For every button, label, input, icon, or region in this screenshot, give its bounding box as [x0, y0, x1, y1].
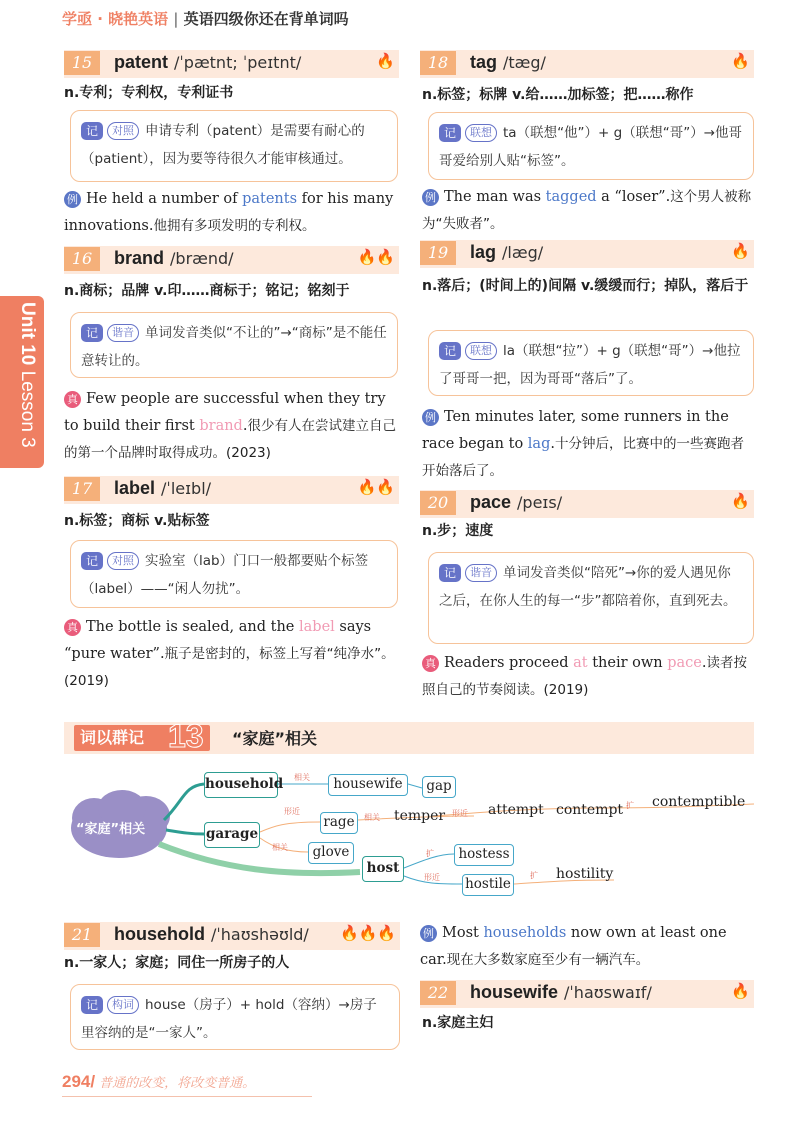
node-contemptible: contemptible [652, 794, 746, 810]
header-title: 英语四级你还在背单词吗 [183, 10, 349, 28]
memo-icon: 记 [439, 124, 461, 142]
node-hostess: hostess [454, 844, 514, 866]
memo-tag: 谐音 [107, 324, 139, 342]
node-rage: rage [320, 812, 358, 834]
memory-tip-box [428, 112, 754, 180]
memo-text: 单词发音类似“陪死”→你的爱人遇见你之后，在你人生的每一“步”都陪着你，直到死去。 [439, 565, 737, 609]
headword: tag [470, 52, 497, 72]
section-banner [64, 718, 754, 754]
example-highlight: brand [199, 418, 243, 434]
example-text: . [242, 418, 248, 434]
memory-tip-box [70, 312, 398, 378]
exam-year: (2019) [64, 673, 109, 689]
phonetic: /ˈleɪbl/ [161, 479, 212, 498]
example-highlight: patents [242, 191, 298, 207]
memo-tag: 对照 [107, 122, 139, 140]
header-divider: | [173, 10, 179, 28]
memo-text: ta（联想“他”）+ g（联想“哥”）→他哥哥爱给别人贴“标签”。 [439, 125, 743, 169]
memory-tip-box [70, 110, 398, 182]
relation-related: 相关 [272, 843, 288, 852]
example-highlight: label [299, 619, 335, 635]
example-highlight: lag [527, 436, 551, 452]
running-header [62, 8, 349, 34]
example-sentence [64, 186, 400, 240]
example-text: now own at least one car. [420, 925, 727, 968]
part-of-speech [64, 952, 289, 972]
word-entry-household [64, 922, 400, 950]
word-entry-housewife [420, 980, 754, 1008]
part-of-speech: n.家庭主妇 [422, 1015, 494, 1031]
node-gap: gap [422, 776, 456, 798]
example-translation: 这个男人被称为“失败者”。 [422, 189, 752, 232]
example-text: Most [442, 925, 484, 941]
memo-text: 单词发音类似“不让的”→“商标”是不能任意转让的。 [81, 325, 387, 369]
part-of-speech: n.专利；专利权，专利证书 [64, 85, 234, 101]
memo-icon: 记 [439, 564, 461, 582]
node-housewife: housewife [328, 774, 408, 796]
memo-icon: 记 [81, 122, 103, 140]
part-of-speech: n.商标；品牌 v.印……商标于；铭记；铭刻于 [64, 283, 350, 299]
example-text: a “loser”. [596, 189, 671, 205]
phonetic: /ˈhaʊswaɪf/ [564, 983, 652, 1002]
page-footer [62, 1072, 255, 1092]
example-text: He held a number of [86, 191, 243, 207]
example-text: . [550, 436, 555, 452]
exam-mark-icon: 真 [64, 391, 81, 408]
example-mark-icon: 例 [422, 409, 439, 426]
example-highlight: pace [667, 655, 702, 671]
example-sentence [422, 404, 756, 485]
headword: patent [114, 52, 168, 72]
example-sentence [422, 650, 756, 704]
unit-side-tab [0, 296, 44, 468]
phonetic: /peɪs/ [517, 493, 563, 512]
memo-tag: 对照 [107, 552, 139, 570]
word-mind-map [64, 760, 754, 900]
mind-map-connectors [64, 760, 754, 900]
word-entry-label [64, 476, 399, 504]
frequency-flame-icon: 🔥🔥 [357, 478, 395, 496]
footer-slogan: 普通的改变，将改变普通。 [99, 1076, 256, 1091]
example-translation: 他拥有多项发明的专利权。 [153, 218, 316, 234]
example-text: Few people are successful when they try to build their first [64, 391, 386, 434]
header-brand: 学亟 · 晓艳英语 [62, 10, 169, 28]
mind-map-root: “家庭”相关 [76, 822, 146, 837]
relation-extend: 扩 [530, 871, 538, 880]
node-garage: garage [204, 822, 260, 848]
memory-tip-box [70, 540, 398, 608]
frequency-flame-icon: 🔥🔥🔥 [339, 924, 396, 942]
frequency-flame-icon: 🔥🔥 [357, 248, 395, 266]
example-sentence [422, 184, 756, 238]
memo-text: 实验室（lab）门口一般都要贴个标签（label）——“闲人勿扰”。 [81, 553, 369, 597]
relation-similar: 形近 [284, 807, 300, 816]
example-translation: 十分钟后，比赛中的一些赛跑者开始落后了。 [422, 436, 744, 479]
section-subtitle: “家庭”相关 [232, 729, 318, 748]
headword: lag [470, 242, 497, 262]
word-number: 15 [64, 51, 100, 75]
exam-year: (2023) [226, 445, 271, 461]
word-number: 22 [420, 981, 456, 1005]
node-hostility: hostility [556, 866, 614, 882]
part-of-speech: n.标签；标牌 v.给……加标签；把……称作 [422, 87, 694, 103]
example-highlight: households [483, 925, 567, 941]
node-host: host [362, 856, 404, 882]
pos-text: n.一家人；家庭；同住 [64, 955, 206, 971]
example-text: their own [587, 655, 668, 671]
page-number: 294/ [62, 1072, 96, 1091]
memo-text: 申请专利（patent）是需要有耐心的（patient），因为要等待很久才能审核通过。 [81, 123, 365, 167]
headword: pace [470, 492, 512, 512]
node-household: household [204, 772, 278, 798]
phonetic: /læg/ [502, 243, 544, 262]
phonetic: /tæg/ [503, 53, 546, 72]
memo-icon: 记 [81, 996, 103, 1014]
word-number: 21 [64, 923, 100, 947]
memo-tag: 联想 [465, 124, 497, 142]
memo-tag: 谐音 [465, 564, 497, 582]
phonetic: /ˈhaʊshəʊld/ [211, 925, 309, 944]
example-sentence [64, 386, 400, 467]
example-translation: 现在大多数家庭至少有一辆汽车。 [446, 952, 650, 968]
headword: brand [114, 248, 165, 268]
frequency-flame-icon: 🔥 [376, 52, 395, 70]
memory-tip-box [70, 984, 400, 1050]
word-number: 16 [64, 247, 100, 271]
example-text: says “pure water”. [64, 619, 372, 662]
memo-text: la（联想“拉”）+ g（联想“哥”）→他拉了哥哥一把，因为哥哥“落后”了。 [439, 343, 741, 387]
exam-mark-icon: 真 [64, 619, 81, 636]
example-mark-icon: 例 [422, 189, 439, 206]
node-attempt: attempt [488, 802, 544, 818]
example-text: Readers proceed [444, 655, 574, 671]
section-label: 词以群记 [74, 725, 210, 751]
frequency-flame-icon: 🔥 [731, 52, 750, 70]
frequency-flame-icon: 🔥 [731, 982, 750, 1000]
relation-extend: 扩 [626, 801, 634, 810]
frequency-flame-icon: 🔥 [731, 242, 750, 260]
memo-text: house（房子）+ hold（容纳）→房子里容纳的是“一家人”。 [81, 997, 377, 1041]
side-tab-unit: Unit 10 [17, 302, 38, 366]
memory-tip-box [428, 552, 754, 644]
side-tab-label [6, 302, 38, 462]
example-text: The man was [444, 189, 546, 205]
relation-related: 相关 [294, 773, 310, 782]
part-of-speech: n.步；速度 [422, 523, 494, 539]
memo-icon: 记 [439, 342, 461, 360]
word-entry-patent [64, 50, 399, 78]
memo-tag: 联想 [465, 342, 497, 360]
word-entry-pace [420, 490, 754, 518]
exam-mark-icon: 真 [422, 655, 439, 672]
phonetic: /brænd/ [170, 249, 234, 268]
example-translation: 瓶子是密封的，标签上写着“纯净水”。 [164, 646, 395, 662]
relation-similar: 形近 [424, 873, 440, 882]
headword: label [114, 478, 156, 498]
example-translation: 很少有人在尝试建立自己的第一个品牌时取得成功。 [64, 418, 396, 461]
word-entry-tag [420, 50, 754, 78]
example-mark-icon: 例 [64, 191, 81, 208]
example-text: for his many innovations. [64, 191, 394, 234]
part-of-speech: n.标签；商标 v.贴标签 [64, 513, 210, 529]
node-hostile: hostile [462, 874, 514, 896]
exam-year: (2019) [543, 682, 589, 698]
part-of-speech: n.落后；(时间上的)间隔 v.缓缓而行；掉队，落后于 [422, 278, 749, 294]
pos-text: 一所房子的人 [205, 955, 290, 971]
example-highlight: tagged [545, 189, 597, 205]
example-text: Ten minutes later, some runners in the race began to [422, 409, 729, 452]
node-glove: glove [308, 842, 354, 864]
example-mark-icon: 例 [420, 925, 437, 942]
node-temper: temper [394, 808, 446, 824]
memo-icon: 记 [81, 324, 103, 342]
example-text: . [701, 655, 707, 671]
phonetic: /ˈpætnt; ˈpeɪtnt/ [174, 53, 302, 72]
example-text: The bottle is sealed, and the [86, 619, 299, 635]
example-sentence [64, 614, 400, 695]
word-entry-brand [64, 246, 399, 274]
relation-extend: 扩 [426, 849, 434, 858]
word-number: 20 [420, 491, 456, 515]
footer-rule [62, 1096, 312, 1097]
example-translation: 读者按照自己的节奏阅读。 [422, 655, 747, 698]
word-number: 17 [64, 477, 100, 501]
node-contempt: contempt [556, 802, 624, 818]
memory-tip-box [428, 330, 754, 396]
relation-similar: 形近 [452, 809, 468, 818]
headword: household [114, 924, 205, 944]
memo-tag: 构词 [107, 996, 139, 1014]
word-number: 19 [420, 241, 456, 265]
example-sentence [420, 920, 754, 974]
word-number: 18 [420, 51, 456, 75]
relation-related: 相关 [364, 813, 380, 822]
section-number: 13 [168, 718, 204, 754]
example-highlight: at [573, 655, 588, 671]
frequency-flame-icon: 🔥 [731, 492, 750, 510]
word-entry-lag [420, 240, 754, 268]
memo-icon: 记 [81, 552, 103, 570]
side-tab-lesson: Lesson 3 [17, 370, 38, 448]
headword: housewife [470, 982, 559, 1002]
